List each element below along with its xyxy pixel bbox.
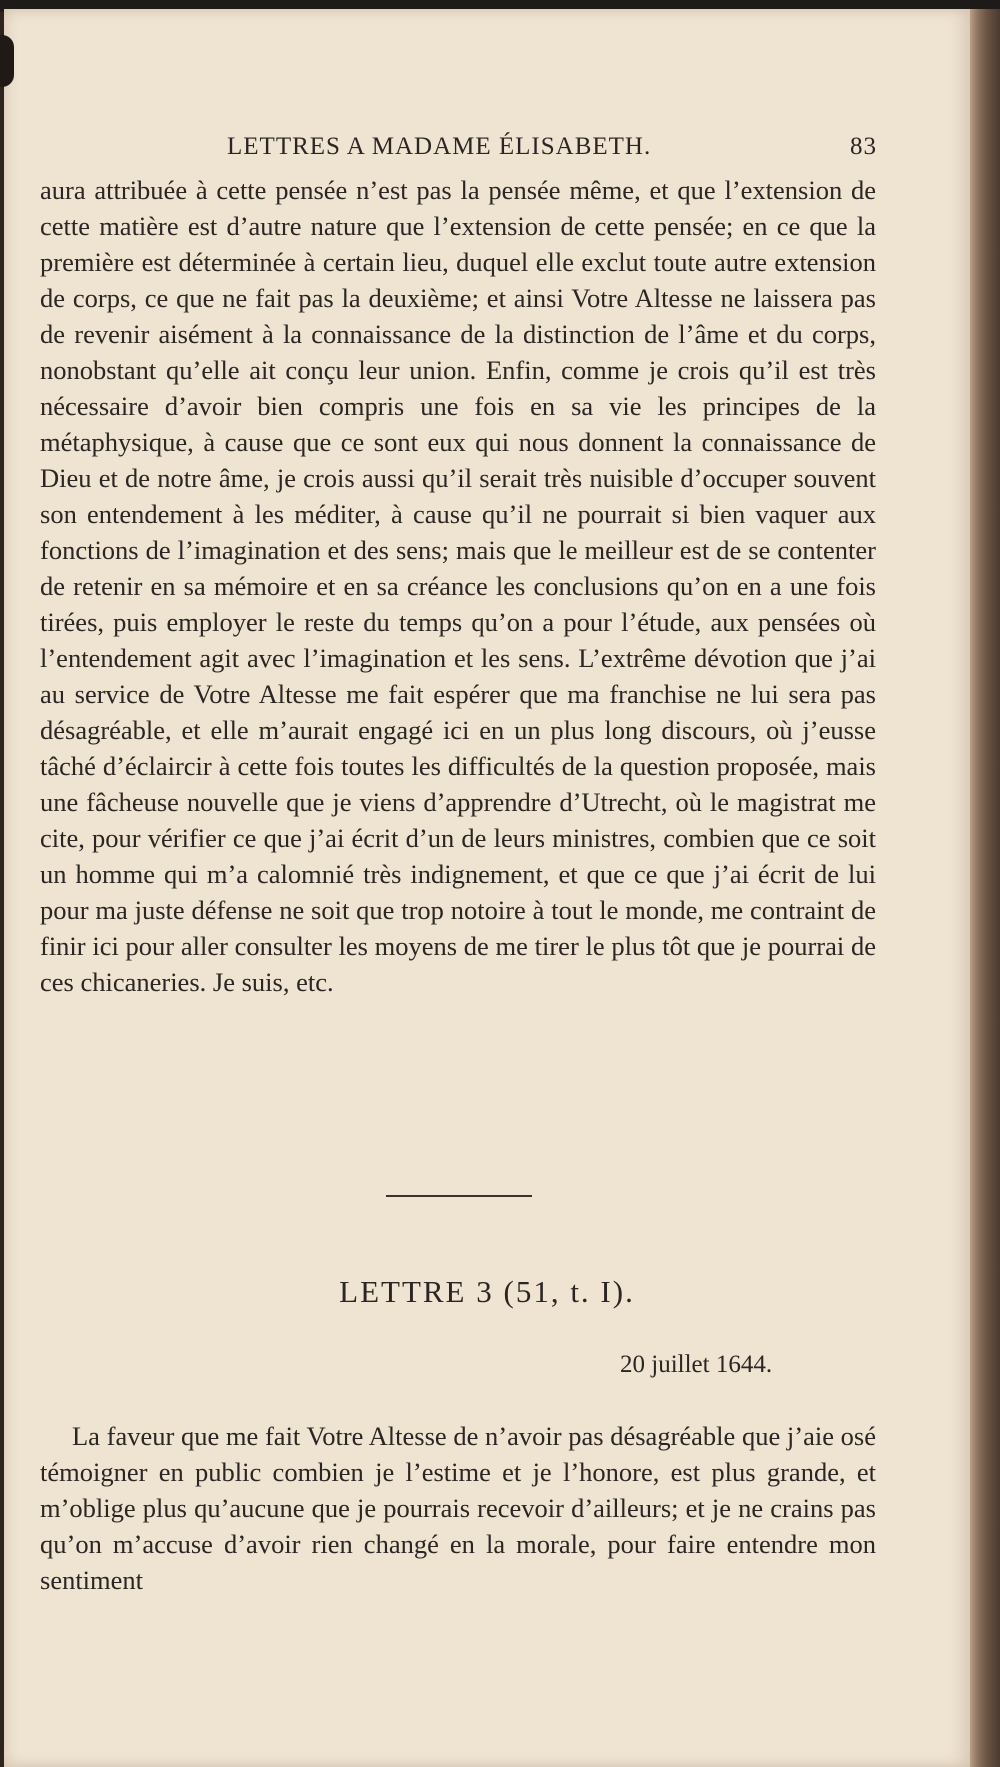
page-edge <box>970 9 1000 1767</box>
letter-date: 20 juillet 1644. <box>620 1351 773 1378</box>
running-title: LETTRES A MADAME ÉLISABETH. <box>227 133 652 160</box>
letter-opening-paragraph: La faveur que me fait Votre Altesse de n’avoir pas désagréable que j’aie osé témoigner en public combien je l’estime et je l’honore, est plus grande, et m’oblige plus qu’aucune que je pourrais recevoir d’ailleurs; et je ne crains pas qu’on m’accuse d’avoir rien changé en la morale, pour faire entendre mon sentiment <box>40 1421 876 1595</box>
page-number: 83 <box>850 133 877 160</box>
body-paragraph: aura attribuée à cette pensée n’est pas la pensée même, et que l’extension de cette matière est d’autre nature que l’extension de cette pensée; en ce que la première est déterminée à certain lieu, duquel elle exclut toute autre extension de corps, ce que ne fait pas la deuxième; et ainsi Votre Altesse ne laissera pas de revenir aisément à la connaissance de la distinction de l’âme et du corps, nonobstant qu’elle ait conçu leur union. Enfin, comme je crois qu’il est très nécessaire d’avoir bien compris une fois en sa vie les principes de la métaphysique, à cause que ce sont eux qui nous donnent la connaissance de Dieu et de notre âme, je crois aussi qu’il serait très nuisible d’occuper souvent son entendement à les méditer, à cause qu’il ne pourrait si bien vaquer aux fonctions de l’imagination et des sens; mais que le meilleur est de se contenter de retenir en sa mémoire et en sa créance les conclusions qu’on en a une fois tirées, puis employer le reste du temps qu’on a pour l’étude, aux pensées où l’entendement agit avec l’imagination et les sens. L’extrême dévotion que j’ai au service de Votre Altesse me fait espérer que ma franchise ne lui sera pas désagréable, et elle m’aurait engagé ici en un plus long discours, où j’eusse tâché d’éclaircir à cette fois toutes les difficultés de la question proposée, mais une fâcheuse nouvelle que je viens d’apprendre d’Utrecht, où le magistrat me cite, pour vérifier ce que j’ai écrit d’un de leurs ministres, combien que ce soit un homme qui m’a calomnié très indignement, et que ce que j’ai écrit de lui pour ma juste défense ne soit que trop notoire à tout le monde, me contraint de finir ici pour aller consulter les moyens de me tirer le plus tôt que je pourrai de ces chicaneries. Je suis, etc. <box>40 175 876 997</box>
section-divider <box>386 1195 532 1197</box>
book-page <box>4 9 970 1767</box>
binding-mark <box>0 35 14 87</box>
letter-heading: LETTRE 3 (51, t. I). <box>339 1274 635 1309</box>
running-head <box>4 133 970 163</box>
